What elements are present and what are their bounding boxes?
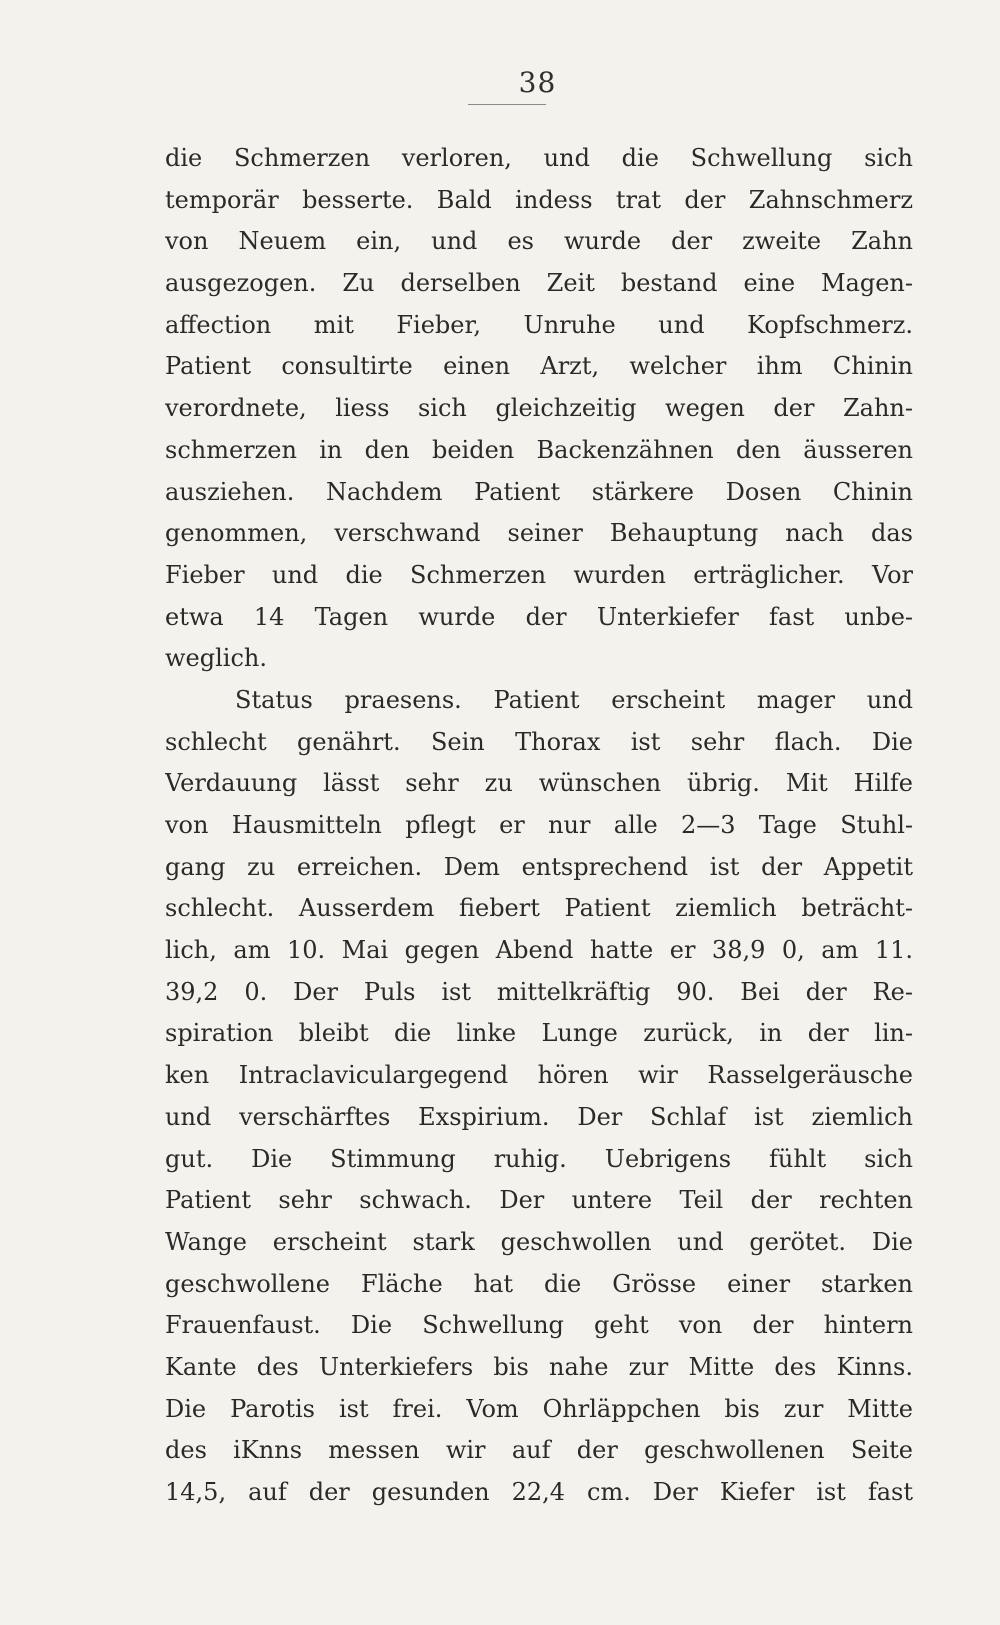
header-rule [468,104,546,105]
text-line: schlecht genährt. Sein Thorax ist sehr flach. Die [165,727,913,756]
text-line: temporär besserte. Bald indess trat der Zahnschmerz [165,185,913,214]
text-line: schmerzen in den beiden Backenzähnen den äusseren [165,435,913,464]
text-line: Patient consultirte einen Arzt, welcher ihm Chinin [165,352,913,381]
text-line: die Schmerzen verloren, und die Schwellung sich [165,144,913,172]
text-line: Frauenfaust. Die Schwellung geht von der hintern [165,1311,913,1340]
text-line: gang zu erreichen. Dem entsprechend ist der Appetit [165,852,913,881]
text-line: ausgezogen. Zu derselben Zeit bestand eine Magen- [165,269,913,298]
text-line: ausziehen. Nachdem Patient stärkere Dosen Chinin [165,477,913,506]
text-line: und verschärftes Exspirium. Der Schlaf ist ziemlich [165,1102,913,1131]
text-line: genommen, verschwand seiner Behauptung nach das [165,519,913,548]
text-line: von Hausmitteln pflegt er nur alle 2—3 Tage Stuhl- [165,811,913,839]
body-text [165,138,913,1514]
text-line: schlecht. Ausserdem fiebert Patient ziemlich beträcht- [165,894,913,923]
text-line: ken Intraclaviculargegend hören wir Rasselgeräusche [165,1061,913,1090]
text-line: 14,5, auf der gesunden 22,4 cm. Der Kiefer ist fast [165,1478,913,1506]
text-line: etwa 14 Tagen wurde der Unterkiefer fast unbe- [165,602,913,631]
text-line: Kante des Unterkiefers bis nahe zur Mitte des Kinns. [165,1352,913,1381]
text-line: des iKnns messen wir auf der geschwollenen Seite [165,1436,913,1465]
text-line: 39,2 0. Der Puls ist mittelkräftig 90. Bei der Re- [165,977,913,1006]
text-line: Die Parotis ist frei. Vom Ohrläppchen bis zur Mitte [165,1394,913,1423]
text-line: von Neuem ein, und es wurde der zweite Zahn [165,227,913,256]
page-number: 38 [518,66,557,99]
text-line: Fieber und die Schmerzen wurden erträglicher. Vor [165,560,913,589]
text-line: geschwollene Fläche hat die Grösse einer starken [165,1269,913,1298]
text-line: spiration bleibt die linke Lunge zurück, in der lin- [165,1019,913,1048]
paragraph-start-line: Status praesens. Patient erscheint mager und [235,685,913,714]
text-line: lich, am 10. Mai gegen Abend hatte er 38,9 0, am 11. [165,936,913,965]
text-line: Wange erscheint stark geschwollen und gerötet. Die [165,1227,913,1256]
text-line: affection mit Fieber, Unruhe und Kopfschmerz. [165,310,913,339]
text-line: gut. Die Stimmung ruhig. Uebrigens fühlt sich [165,1144,913,1173]
text-line: Verdauung lässt sehr zu wünschen übrig. Mit Hilfe [165,769,913,798]
text-line: verordnete, liess sich gleichzeitig wegen der Zahn- [165,394,913,423]
text-line: Patient sehr schwach. Der untere Teil der rechten [165,1186,913,1215]
text-line: weglich. [165,644,267,673]
